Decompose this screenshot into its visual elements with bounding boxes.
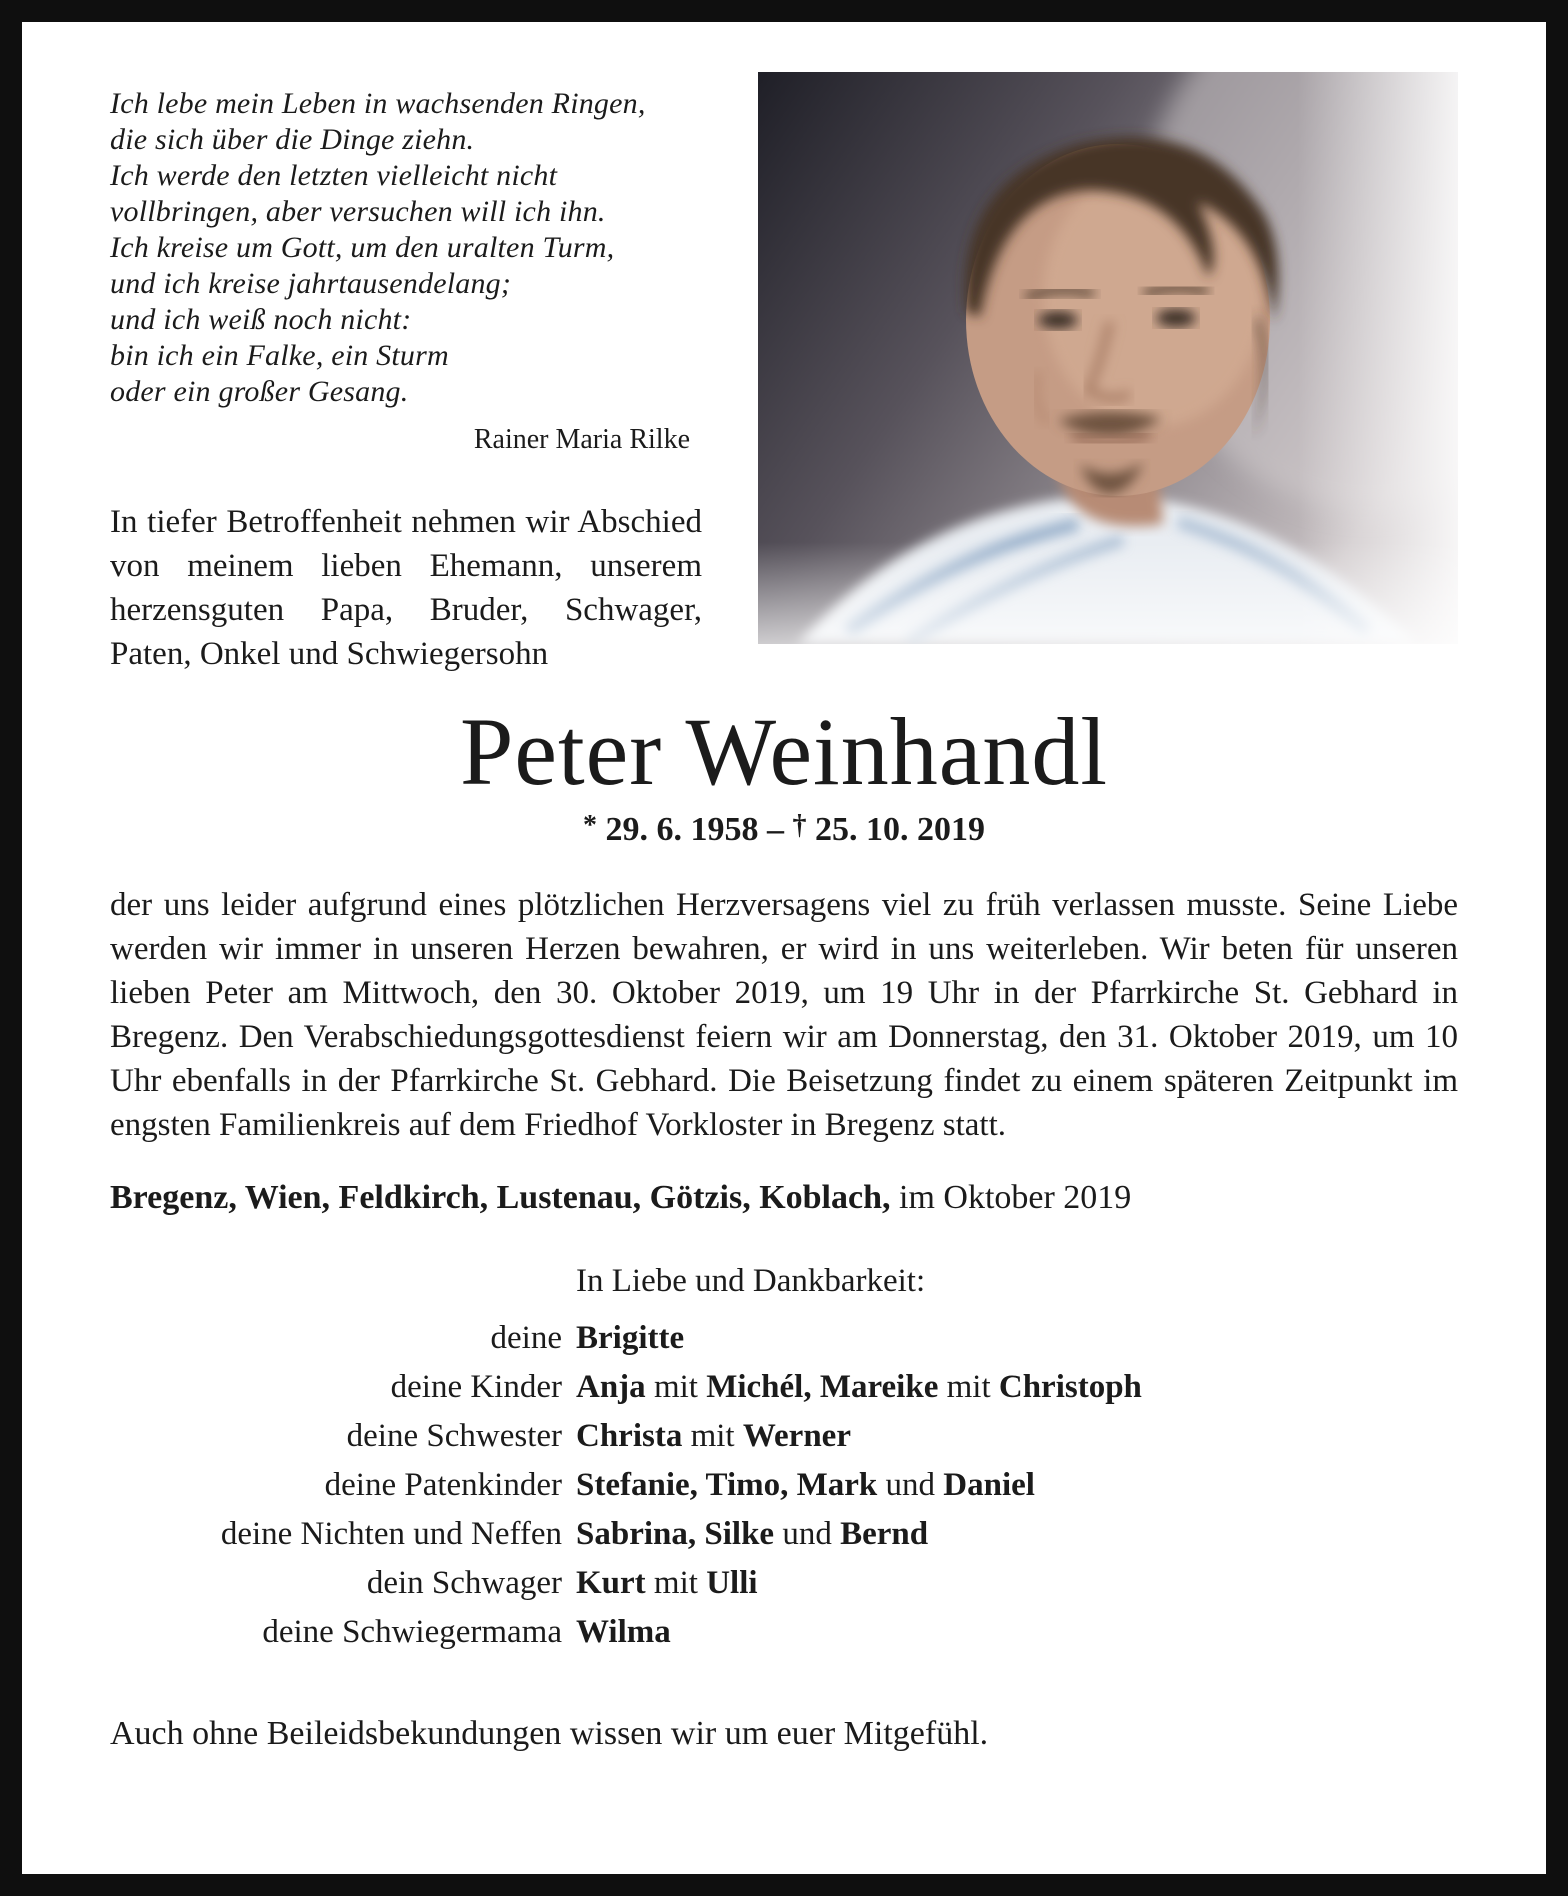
family-names [576,1363,1458,1412]
poem-line: vollbringen, aber versuchen will ich ihn. [110,195,606,228]
death-date: 25. 10. 2019 [815,810,985,848]
family-member-name: Ulli [706,1564,758,1601]
family-connector: mit [645,1564,707,1601]
intro-text: In tiefer Betroffenheit nehmen wir Abschied von meinem lieben Ehemann, unserem herzensguten Papa, Bruder, Schwager, Paten, Onkel und Schwiegersohn [110,504,702,672]
places-line [110,1179,1458,1217]
family-connector: mit [645,1368,707,1405]
family-member-name: Werner [742,1417,851,1454]
family-relation-label: deine Schwiegermama [262,1613,562,1650]
family-connector: mit [682,1417,743,1454]
family-relation-label: deine Kinder [390,1368,562,1405]
life-dates [110,811,1458,849]
deceased-name: Peter Weinhandl [460,698,1108,805]
family-relation-label: deine [490,1319,562,1356]
poem-column [110,72,730,676]
family-relation-label: dein Schwager [366,1564,562,1601]
birth-date: 29. 6. 1958 [605,810,759,848]
poem-line: die sich über die Dinge ziehn. [110,123,475,156]
family-member-name: Wilma [576,1613,671,1650]
family-member-name: Michél, Mareike [706,1368,939,1405]
family-connector: und [774,1515,841,1552]
poem-line: oder ein großer Gesang. [110,375,409,408]
family-relation-label: deine Schwester [346,1417,562,1454]
birth-symbol: * [583,809,597,841]
family-list [110,1314,1458,1657]
closing-heading: In Liebe und Dankbarkeit: [576,1262,926,1299]
announcement-text: der uns leider aufgrund eines plötzlichen Herzversagens viel zu früh verlassen musste. Seine Liebe werden wir immer in unseren Herzen bewahren, er wird in uns weiterleben. Wir beten für unseren lieben Peter am Mittwoch, den 30. Oktober 2019, um 19 Uhr in der Pfarrkirche St. Gebhard in Bregenz. Den Verabschiedungsgottesdienst feiern wir am Donnerstag, den 31. Oktober 2019, um 10 Uhr ebenfalls in der Pfarrkirche St. Gebhard. Die Beisetzung findet zu einem späteren Zeitpunkt im engsten Familienkreis auf dem Friedhof Vorkloster in Bregenz statt. [110,886,1458,1143]
family-member-name: Sabrina, Silke [576,1515,775,1552]
family-member-name: Kurt [576,1564,646,1601]
family-member-name: Bernd [840,1515,929,1552]
top-section [110,72,1458,676]
family-names [576,1412,1458,1461]
poem-line: und ich kreise jahrtausendelang; [110,267,512,300]
family-connector: mit [938,1368,999,1405]
poem-line: Ich werde den letzten vielleicht nicht [110,159,558,192]
poem-attribution: Rainer Maria Rilke [473,424,690,455]
poem-line: und ich weiß noch nicht: [110,303,412,336]
poem-line: Ich lebe mein Leben in wachsenden Ringen, [110,87,646,120]
family-member-name: Stefanie, Timo, Mark [576,1466,878,1503]
death-symbol: † [792,809,807,841]
family-names [576,1559,1458,1608]
family-names [576,1461,1458,1510]
places-date: im Oktober 2019 [890,1178,1132,1216]
family-relation-label: deine Patenkinder [324,1466,562,1503]
poem [110,86,730,410]
places-list: Bregenz, Wien, Feldkirch, Lustenau, Götzis, Koblach, [110,1178,891,1216]
family-member-name: Christoph [998,1368,1142,1405]
dates-dash: – [767,810,784,848]
family-names [576,1314,1458,1363]
condolence-note: Auch ohne Beileidsbekundungen wissen wir um euer Mitgefühl. [110,1714,989,1752]
family-member-name: Anja [576,1368,646,1405]
poem-line: Ich kreise um Gott, um den uralten Turm, [110,231,615,264]
family-member-name: Daniel [943,1466,1035,1503]
family-member-name: Brigitte [576,1319,685,1356]
poem-line: bin ich ein Falke, ein Sturm [110,339,449,372]
family-connector: und [877,1466,944,1503]
portrait-photo [758,72,1458,644]
portrait-photo-illustration [758,72,1458,644]
family-names [576,1608,1458,1657]
family-names [576,1510,1458,1559]
family-relation-label: deine Nichten und Neffen [220,1515,562,1552]
family-member-name: Christa [576,1417,683,1454]
